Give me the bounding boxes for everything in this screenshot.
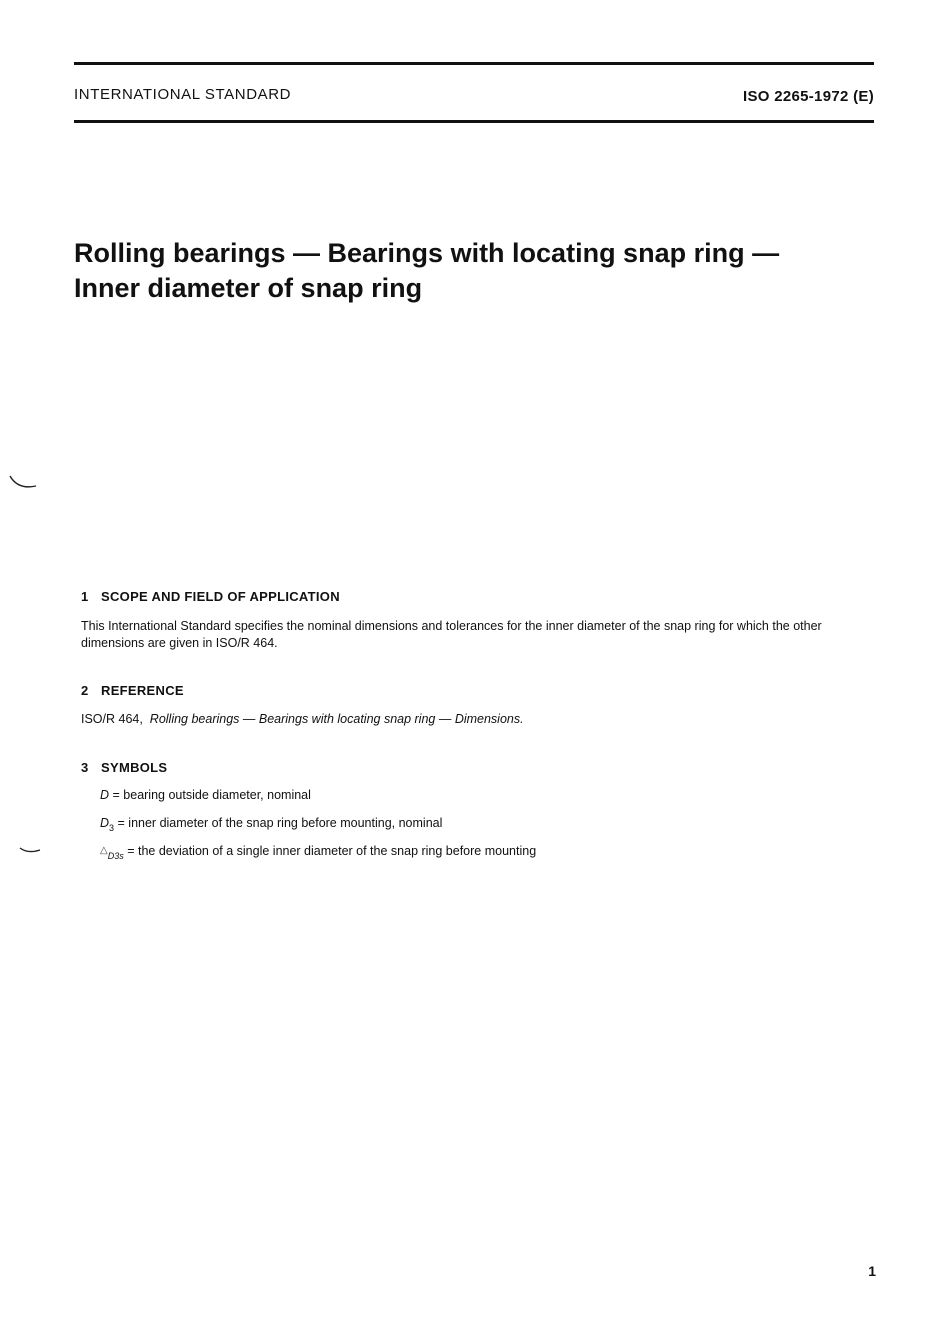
symbol: D: [100, 788, 110, 802]
symbol-row: [100, 816, 443, 833]
symbol: D: [100, 816, 110, 830]
section-1-heading: [81, 589, 340, 604]
header-rule-top: [74, 62, 874, 65]
title-line-2: Inner diameter of snap ring: [74, 273, 423, 303]
title-line-1: Rolling bearings — Bearings with locating snap ring —: [74, 238, 780, 268]
document-number: ISO 2265-1972 (E): [742, 88, 874, 105]
symbol-definition: = the deviation of a single inner diameter of the snap ring before mounting: [127, 844, 537, 858]
section-3-heading: [81, 760, 167, 775]
section-2-number: 2: [81, 683, 89, 698]
section-1-title: SCOPE AND FIELD OF APPLICATION: [101, 589, 340, 604]
section-3-number: 3: [81, 760, 89, 775]
header-rule-bottom: [74, 120, 874, 123]
page-number: 1: [868, 1263, 876, 1279]
margin-mark-upper: [8, 474, 38, 492]
section-2-heading: [81, 683, 184, 698]
section-2-title: REFERENCE: [101, 683, 184, 698]
delta-symbol: △: [100, 845, 108, 856]
symbol-definition: = inner diameter of the snap ring before mounting, nominal: [117, 816, 443, 830]
symbol-row: [100, 844, 537, 861]
symbol-subscript: 3: [109, 823, 115, 833]
document-type: INTERNATIONAL STANDARD: [74, 86, 292, 103]
reference-code: ISO/R 464,: [81, 712, 143, 726]
section-3-title: SYMBOLS: [101, 760, 168, 775]
section-1-text: This International Standard specifies the nominal dimensions and tolerances for the inner diameter of the snap ring for which the other dimensions are given in ISO/R 464.: [81, 619, 822, 650]
symbol-row: [100, 788, 311, 802]
document-title: [74, 236, 874, 306]
margin-mark-lower: [18, 844, 42, 858]
symbol-subscript: D3s: [107, 851, 124, 861]
reference-title: Rolling bearings — Bearings with locating snap ring — Dimensions.: [149, 712, 524, 726]
section-2-reference: [81, 711, 886, 728]
section-1-number: 1: [81, 589, 89, 604]
symbol-definition: = bearing outside diameter, nominal: [112, 788, 311, 802]
